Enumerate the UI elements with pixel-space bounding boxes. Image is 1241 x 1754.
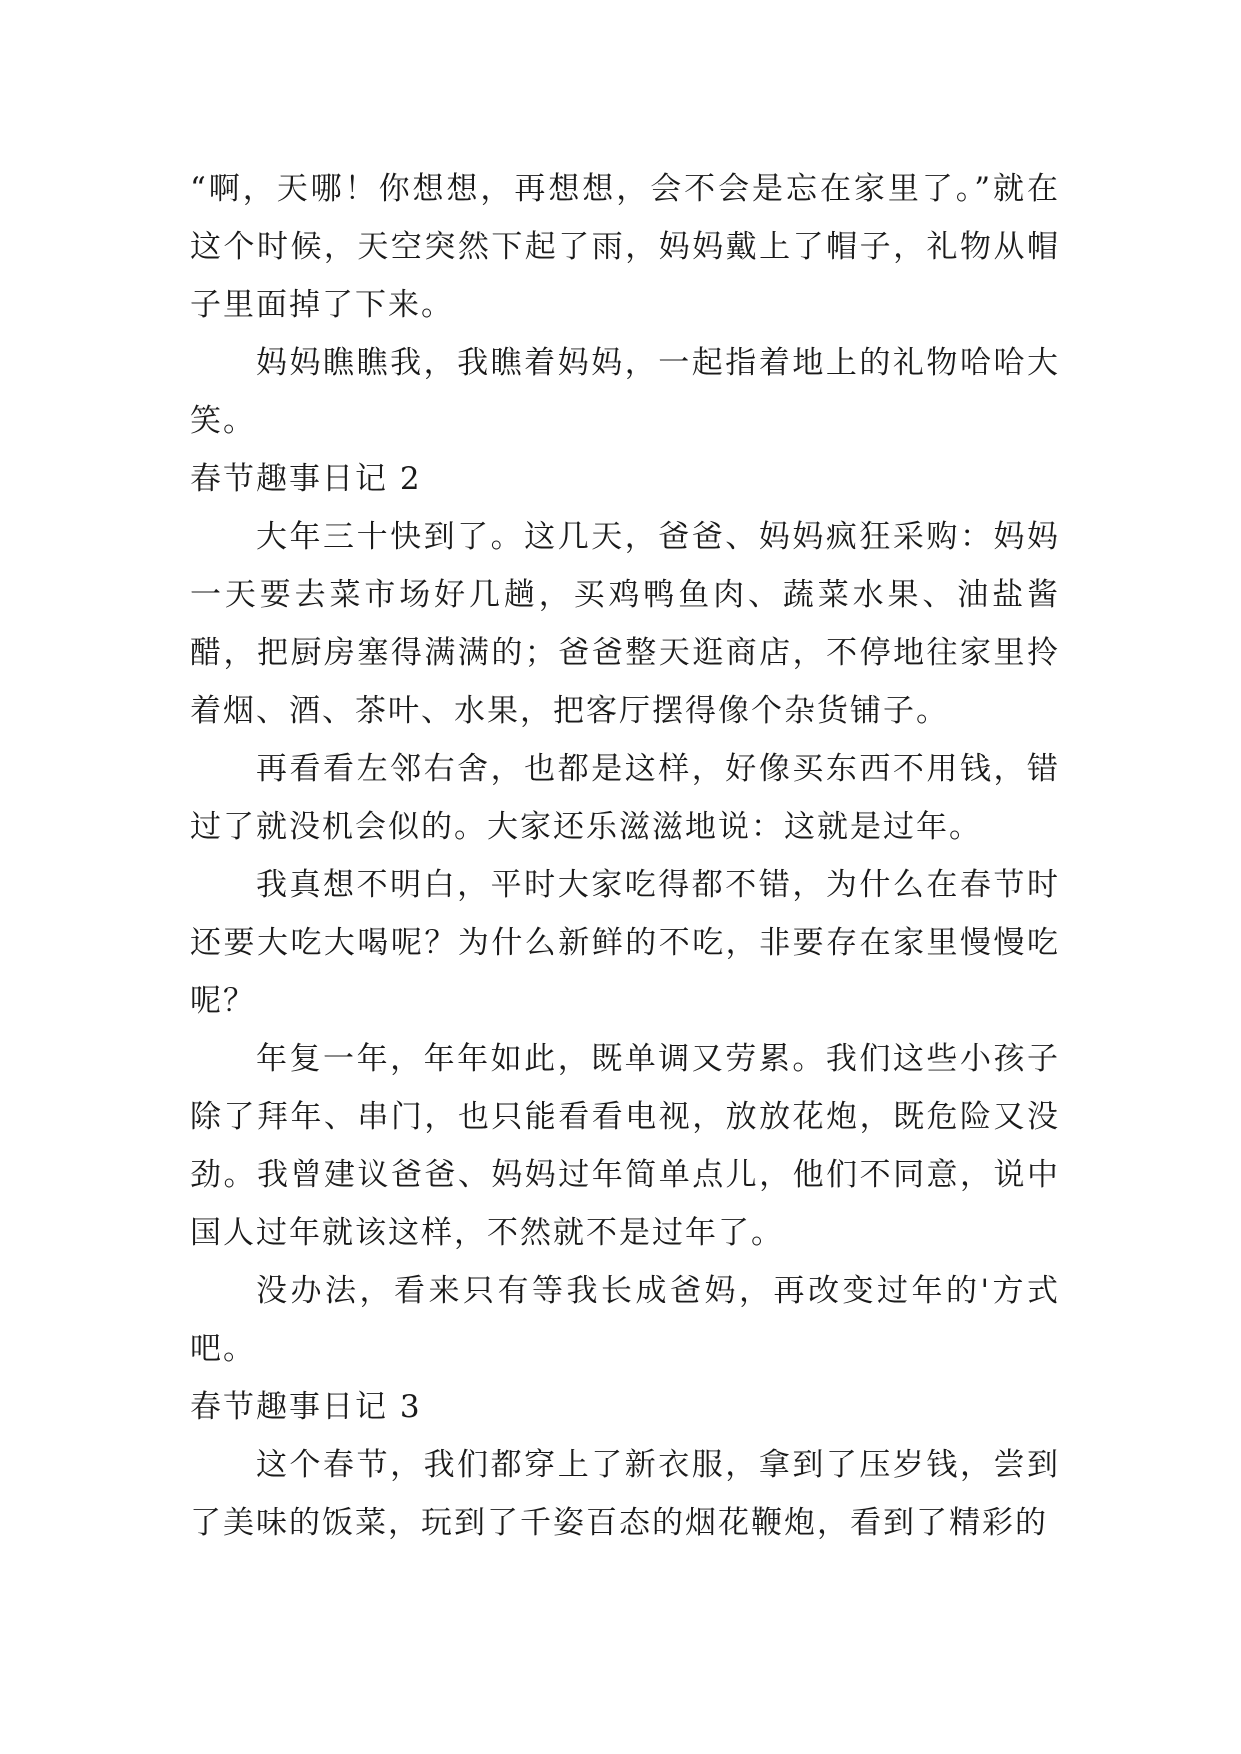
document-body [190, 160, 1060, 1552]
section-heading: 春节趣事日记 3 [190, 1389, 422, 1425]
paragraph: 再看看左邻右舍，也都是这样，好像买东西不用钱，错过了就没机会似的。大家还乐滋滋地说：这就是过年。 [190, 751, 1060, 845]
paragraph: “啊，天哪！你想想，再想想，会不会是忘在家里了。”就在这个时候，天空突然下起了雨，妈妈戴上了帽子，礼物从帽子里面掉了下来。 [190, 171, 1060, 323]
paragraph: 这个春节，我们都穿上了新衣服，拿到了压岁钱，尝到了美味的饭菜，玩到了千姿百态的烟花鞭炮，看到了精彩的 [190, 1447, 1060, 1541]
paragraph: 没办法，看来只有等我长成爸妈，再改变过年的'方式吧。 [190, 1273, 1060, 1367]
paragraph: 年复一年，年年如此，既单调又劳累。我们这些小孩子除了拜年、串门，也只能看看电视，放放花炮，既危险又没劲。我曾建议爸爸、妈妈过年简单点儿，他们不同意，说中国人过年就该这样，不然就不是过年了。 [190, 1041, 1060, 1251]
section-heading: 春节趣事日记 2 [190, 461, 422, 497]
paragraph: 妈妈瞧瞧我，我瞧着妈妈，一起指着地上的礼物哈哈大笑。 [190, 345, 1060, 439]
paragraph: 大年三十快到了。这几天，爸爸、妈妈疯狂采购：妈妈一天要去菜市场好几趟，买鸡鸭鱼肉、蔬菜水果、油盐酱醋，把厨房塞得满满的；爸爸整天逛商店，不停地往家里拎着烟、酒、茶叶、水果，把客厅摆得像个杂货铺子。 [190, 519, 1060, 729]
paragraph: 我真想不明白，平时大家吃得都不错，为什么在春节时还要大吃大喝呢？为什么新鲜的不吃，非要存在家里慢慢吃呢？ [190, 867, 1060, 1019]
